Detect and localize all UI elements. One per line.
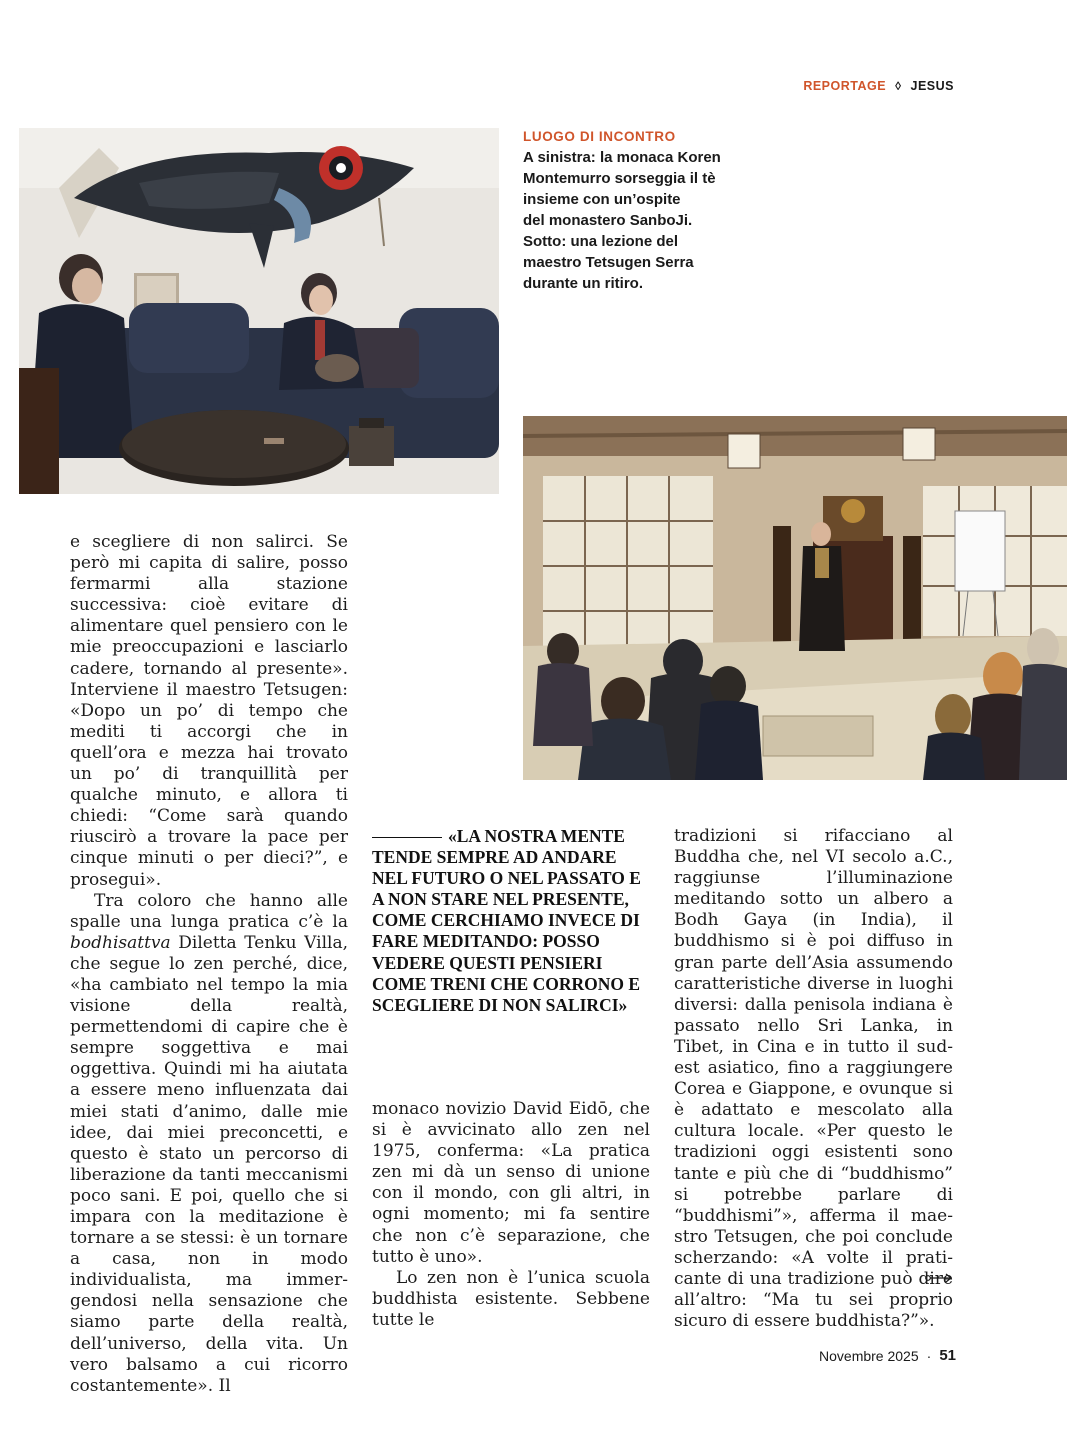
running-head [803, 79, 954, 93]
page-number: 51 [939, 1347, 956, 1364]
body-paragraph: e scegliere di non salirci. Se però mi capita di salire, posso fermarmi alla stazione successiva: cioè evitare di alimentare quel pensiero con le mie preoccupazioni e lasciarlo cadere, tornando al presente». Interviene il maestro Tetsugen: «Dopo un po’ di tempo che mediti ti accorgi che in quell’ora e mezza hai trovato un po’ di tranquillità per qualche minuto, e allora ti chiedi: “Come sarà quando riuscirò a trovare la pace per cinque minuti o per dieci?”, e prosegui». [70, 532, 348, 890]
body-paragraph: Lo zen non è l’unica scuola buddhista esistente. Sebbene tutte le [372, 1267, 650, 1330]
footer-dot: · [926, 1347, 932, 1364]
body-paragraph: monaco novizio David Eidō, che si è avvicinato allo zen nel 1975, conferma: «La pratica zen mi dà un senso di unione con il mondo, con gli altri, in ogni momento; mi fa sentire che non c’è separazione, che tutto è uno». [372, 1099, 650, 1267]
page-footer [819, 1347, 956, 1364]
italic-term: bodhisattva [70, 932, 171, 953]
quote-rule [372, 837, 442, 838]
diamond-separator-icon: ◊ [895, 79, 902, 93]
pull-quote-text: «LA NOSTRA MENTE TENDE SEMPRE AD ANDARE NEL FUTURO O NEL PASSATO E A NON STARE NEL PRESENTE, COME CERCHIAMO INVECE DI FARE MEDITANDO: POSSO VEDERE QUESTI PENSIERI COME TRENI CHE CORRONO E SCEGLIERE DI NON SALIRCI» [372, 826, 641, 1015]
photo-zen-lesson [523, 416, 1067, 780]
body-column-2 [372, 1099, 650, 1331]
caption-text: A sinistra: la monaca Koren Montemurro sorseggia il tè insieme con un’ospite del monastero SanboJi. Sotto: una lezione del maestro Tetsugen Serra durante un ritiro. [523, 149, 721, 292]
caption-title: LUOGO DI INCONTRO [523, 129, 676, 144]
body-column-1 [70, 532, 348, 1397]
section-label: REPORTAGE [803, 79, 887, 93]
magazine-name: JESUS [910, 79, 954, 93]
text-run: Tra coloro che hanno alle spalle una lunga pratica c’è la [70, 890, 348, 932]
continue-arrow-icon [925, 1272, 953, 1284]
pull-quote [372, 826, 652, 1016]
body-paragraph [70, 891, 348, 1397]
issue-date: Novembre 2025 [819, 1347, 919, 1364]
photo-tea-room [19, 128, 499, 494]
body-column-3 [674, 826, 953, 1332]
body-paragraph: tradizioni si rifacciano al Buddha che, nel VI secolo a.C., raggiunse l’illuminazione meditando sotto un albero a Bodh Gaya (in India), il buddhismo si è poi diffuso in gran parte dell’Asia assumendo caratteristiche diverse in luoghi diversi: dalla penisola indiana è passato nello Sri Lanka, in Tibet, in Cina e in tutto il sud-est asiatico, fino a raggiungere Corea e Giappone, e ovunque si è adattato e mescolato alla cultura locale. «Per questo le tradizioni oggi esistenti sono tante e più che di “buddhismo” si potrebbe parlare di “buddhismi”», afferma il maestro Tetsugen, che poi conclude scherzando: «A volte il praticante di una tradizione può dire all’altro: “Ma tu sei proprio sicuro di essere buddhista?”». [674, 826, 953, 1332]
photo-caption [523, 126, 753, 294]
text-run: Diletta Tenku Villa, che segue lo zen perché, dice, «ha cambiato nel tempo la mia visione della realtà, permettendomi di capire che è sempre soggettiva e mai oggettiva. Quindi mi ha aiutata a essere meno influenzata dai miei stati d’animo, dalle mie idee, dai miei preconcetti, e questo è stato un percorso di liberazione da tanti meccanismi poco sani. E poi, quello che si impara con la meditazione è tornare a se stessi: è un tornare a casa, non in modo individualista, ma immergendosi nella sensazione che siamo parte della realtà, dell’universo, della vita. Un vero balsamo a cui ricorro costantemente». Il [70, 932, 348, 1396]
